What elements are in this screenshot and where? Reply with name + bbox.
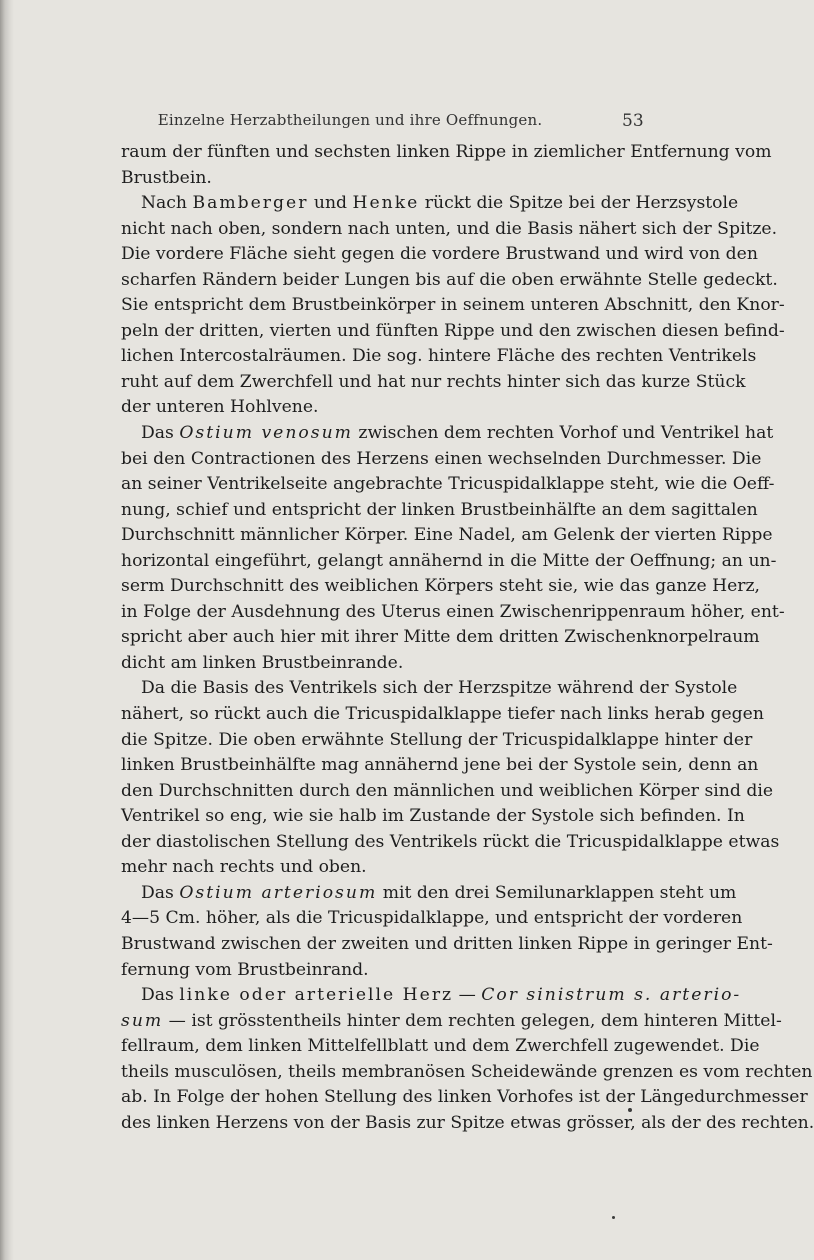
text-line: nähert, so rückt auch die Tricuspidalklappe tiefer nach links herab gegen [121, 704, 764, 725]
text-line: spricht aber auch hier mit ihrer Mitte dem dritten Zwischenknorpelraum [121, 627, 760, 648]
term-ostium-venosum: Ostium venosum [179, 423, 353, 444]
text-line: fellraum, dem linken Mittelfellblatt und dem Zwerchfell zugewendet. Die [121, 1036, 760, 1057]
author-name: Henke [352, 193, 420, 214]
text-line: Die vordere Fläche sieht gegen die vordere Brustwand und wird von den [121, 244, 758, 265]
text-line: die Spitze. Die oben erwähnte Stellung der Tricuspidalklappe hinter der [121, 729, 753, 750]
text-line: mehr nach rechts und oben. [121, 857, 367, 878]
text-line: sum — ist grösstentheils hinter dem rechten gelegen, dem hinteren Mittel- [121, 1010, 782, 1031]
text-line: Da die Basis des Ventrikels sich der Herzspitze während der Systole [141, 678, 738, 699]
text-line: scharfen Rändern beider Lungen bis auf die oben erwähnte Stelle gedeckt. [121, 269, 778, 290]
text-line: lichen Intercostalräumen. Die sog. hintere Fläche des rechten Ventrikels [121, 346, 757, 367]
text-line: in Folge der Ausdehnung des Uterus einen Zwischenrippenraum höher, ent- [121, 601, 785, 622]
text-line: des linken Herzens von der Basis zur Spitze etwas grösser, als der des rechten. [121, 1112, 814, 1133]
text-line: Das Ostium arteriosum mit den drei Semilunarklappen steht um [141, 882, 737, 903]
text-line: horizontal eingeführt, gelangt annähernd in die Mitte der Oeffnung; an un- [121, 550, 777, 571]
page-number: 53 [622, 111, 644, 131]
term-ostium-arteriosum: Ostium arteriosum [179, 882, 378, 903]
text-line: Das Ostium venosum zwischen dem rechten Vorhof und Ventrikel hat [141, 423, 774, 444]
running-head [0, 111, 800, 141]
paper-speck [612, 1216, 615, 1219]
paper-speck [628, 1108, 632, 1112]
text-line: Brustwand zwischen der zweiten und dritten linken Rippe in geringer Ent- [121, 933, 773, 954]
text-line: raum der fünften und sechsten linken Rippe in ziemlicher Entfernung vom [121, 142, 772, 162]
text-line: nung, schief und entspricht der linken Brustbeinhälfte an dem sagittalen [121, 499, 758, 520]
text-line: theils musculösen, theils membranösen Scheidewände grenzen es vom rechten [121, 1061, 813, 1082]
text-line: Sie entspricht dem Brustbeinkörper in seinem unteren Abschnitt, den Knor- [121, 295, 785, 316]
text-line: nicht nach oben, sondern nach unten, und die Basis nähert sich der Spitze. [121, 218, 778, 239]
text-line: Das linke oder arterielle Herz — Cor sinistrum s. arterio- [141, 985, 742, 1006]
text-line: Brustbein. [121, 167, 212, 188]
text-line: peln der dritten, vierten und fünften Rippe und den zwischen diesen befind- [121, 320, 785, 341]
text-line: der unteren Hohlvene. [121, 397, 319, 418]
term-linke-herz: linke oder arterielle Herz [179, 985, 454, 1006]
text-line: serm Durchschnitt des weiblichen Körpers steht sie, wie das ganze Herz, [121, 576, 760, 597]
text-line: an seiner Ventrikelseite angebrachte Tricuspidalklappe steht, wie die Oeff- [121, 474, 775, 495]
text-line: dicht am linken Brustbeinrande. [121, 652, 404, 673]
term-cor-sinistrum: Cor sinistrum s. arterio- [481, 985, 742, 1006]
text-line: den Durchschnitten durch den männlichen und weiblichen Körper sind die [121, 780, 774, 801]
text-line: linken Brustbeinhälfte mag annähernd jene bei der Systole sein, denn an [121, 755, 759, 776]
running-title: Einzelne Herzabtheilungen und ihre Oeffnungen. [157, 111, 543, 129]
text-line: fernung vom Brustbeinrand. [121, 959, 369, 980]
text-line: ab. In Folge der hohen Stellung des linken Vorhofes ist der Längedurchmesser [121, 1087, 808, 1108]
term-cor-sinistrum-cont: sum [121, 1010, 164, 1031]
text-line: ruht auf dem Zwerchfell und hat nur rechts hinter sich das kurze Stück [121, 371, 746, 392]
text-line: bei den Contractionen des Herzens einen wechselnden Durchmesser. Die [121, 448, 762, 469]
body-text [121, 140, 814, 1136]
author-name: Bamberger [192, 193, 309, 214]
text-line: Ventrikel so eng, wie sie halb im Zustande der Systole sich befinden. In [121, 806, 745, 827]
text-line: der diastolischen Stellung des Ventrikels rückt die Tricuspidalklappe etwas [121, 831, 780, 852]
text-line: 4—5 Cm. höher, als die Tricuspidalklappe, und entspricht der vorderen [121, 908, 743, 929]
text-line: Durchschnitt männlicher Körper. Eine Nadel, am Gelenk der vierten Rippe [121, 525, 773, 546]
text-line: Nach Bamberger und Henke rückt die Spitze bei der Herzsystole [141, 193, 739, 214]
page-binding-edge [0, 0, 14, 1260]
